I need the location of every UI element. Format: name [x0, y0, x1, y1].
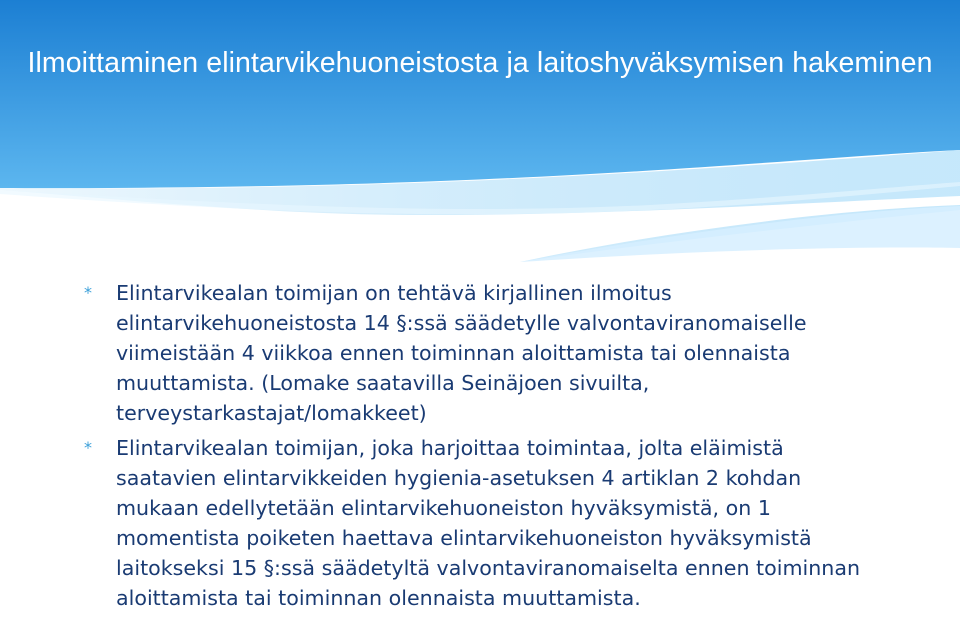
header-wave-pale: [520, 206, 960, 262]
asterisk-bullet-icon: *: [84, 283, 92, 302]
slide-title: Ilmoittaminen elintarvikehuoneistosta ja laitoshyväksymisen hakeminen: [27, 47, 933, 79]
list-item: [84, 278, 884, 428]
bullet-list: [84, 278, 884, 618]
list-item: [84, 433, 884, 613]
bullet-text: Elintarvikealan toimijan, joka harjoittaa toimintaa, jolta eläimistä saatavien elintarvikkeiden hygienia-asetuksen 4 artiklan 2 kohdan mukaan edellytetään elintarvikehuoneiston hyväksymistä, on 1 momentista poiketen haettava elintarvikehuoneiston hyväksymistä laitokseksi 15 §:ssä säädetyltä valvontaviranomaiselta ennen toiminnan aloittamista tai toiminnan olennaista muuttamista.: [116, 436, 860, 610]
bullet-text: Elintarvikealan toimijan on tehtävä kirjallinen ilmoitus elintarvikehuoneistosta 14 §:ssä säädetylle valvontaviranomaiselle viimeistään 4 viikkoa ennen toiminnan aloittamista tai olennaista muuttamista. (Lomake saatavilla Seinäjoen sivuilta, terveystarkastajat/lomakkeet): [116, 281, 807, 425]
header-band: [0, 0, 960, 188]
asterisk-bullet-icon: *: [84, 438, 92, 457]
